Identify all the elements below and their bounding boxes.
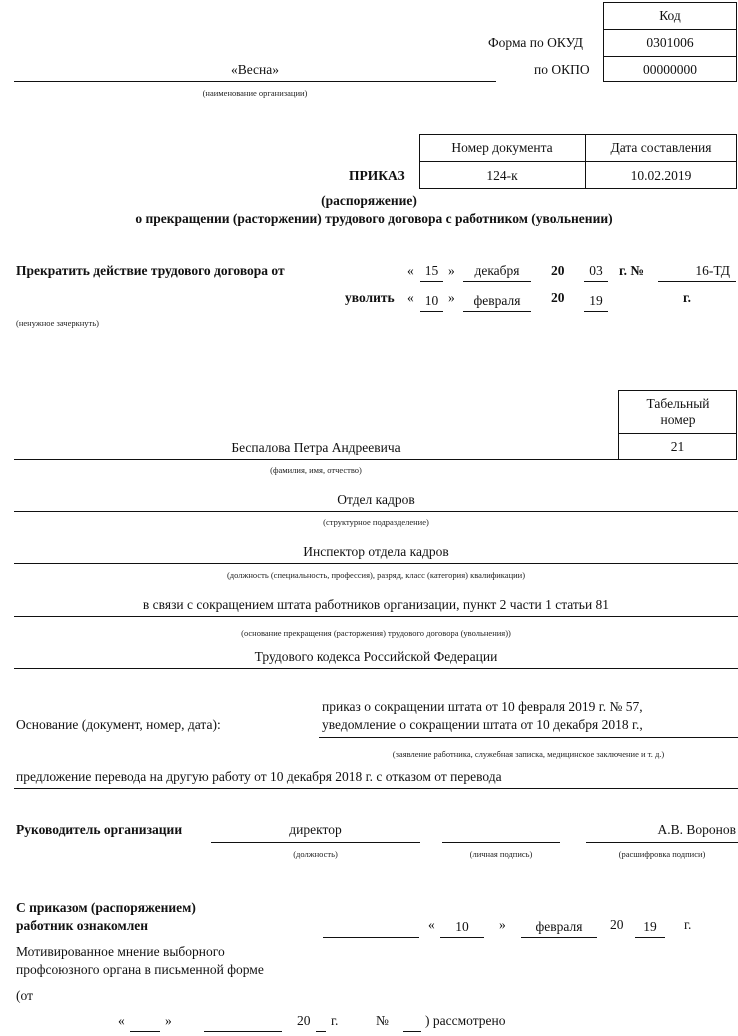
union-month-line [204,1031,282,1032]
ack-month: февраля [521,914,597,938]
dismiss-close-quote: » [448,290,455,305]
terminate-number: 16-ТД [658,260,736,282]
ack-open-quote: « [428,917,435,932]
ack-year-prefix: 20 [610,917,624,932]
ack-g: г. [684,917,692,932]
dismiss-year: 19 [584,288,608,312]
dismiss-day: 10 [420,288,443,312]
terminate-month: декабря [463,260,531,282]
department-name: Отдел кадров [337,492,415,507]
terminate-year-prefix: 20 [551,263,565,278]
union-number-line [403,1031,421,1032]
okpo-label: по ОКПО [534,62,590,77]
union-num: № [376,1013,389,1028]
organization-line [14,81,496,82]
dismiss-month: февраля [463,288,531,312]
head-position-caption: (должность) [293,849,338,859]
ack-close-quote: » [499,917,506,932]
terminate-close-quote: » [448,263,455,278]
ack-label-2: работник ознакомлен [16,918,149,933]
department-caption: (структурное подразделение) [323,517,429,527]
order-title: ПРИКАЗ [349,168,405,183]
okud-label: Форма по ОКУД [488,35,584,50]
terminate-day: 15 [420,260,443,282]
union-considered: ) рассмотрено [425,1013,506,1028]
order-subject: о прекращении (расторжении) трудового договора с работником (увольнении) [135,211,613,226]
document-date-header: Дата составления [610,140,712,155]
dismiss-label: уволить [345,290,395,305]
head-position: директор [289,822,342,837]
basis-line [319,737,738,738]
document-date: 10.02.2019 [630,167,692,183]
head-label: Руководитель организации [16,822,183,837]
ack-label-1: С приказом (распоряжением) [16,900,196,915]
position-line [14,563,738,564]
employee-name: Беспалова Петра Андреевича [231,440,401,455]
document-number: 124-к [486,167,518,183]
basis-line-2: уведомление о сокращении штата от 10 декабря 2018 г., [322,717,643,732]
head-position-line [211,842,420,843]
okud-value: 0301006 [646,35,694,50]
department-line [14,511,738,512]
head-name: А.В. Воронов [657,822,736,837]
dismiss-g: г. [683,290,691,305]
basis-caption: (заявление работника, служебная записка, медицинское заключение и т. д.) [392,749,665,759]
terminate-label: Прекратить действие трудового договора от [16,263,285,278]
reason-continuation: Трудового кодекса Российской Федерации [254,649,498,664]
basis-line-3: предложение перевода на другую работу от 10 декабря 2018 г. с отказом от перевода [16,769,502,784]
strike-note: (ненужное зачеркнуть) [16,318,99,328]
position-name: Инспектор отдела кадров [303,544,449,559]
ack-year: 19 [635,914,665,938]
union-close-quote: » [165,1013,172,1028]
basis-line-1: приказ о сокращении штата от 10 февраля 2019 г. № 57, [322,699,643,714]
union-line-2: профсоюзного органа в письменной форме [16,962,264,977]
union-g: г. [331,1013,339,1028]
terminate-open-quote: « [407,263,414,278]
head-signature-caption: (личная подпись) [469,849,533,859]
terminate-year: 03 [584,260,608,282]
union-year-line [316,1031,326,1032]
union-open-quote: « [118,1013,125,1028]
union-year-prefix: 20 [297,1013,311,1028]
ack-signature-line [323,937,419,938]
dismiss-open-quote: « [407,290,414,305]
okpo-value: 00000000 [643,61,697,77]
basis-line-3-rule [14,788,738,789]
position-caption: (должность (специальность, профессия), разряд, класс (категория) квалификации) [226,570,526,580]
employee-name-caption: (фамилия, имя, отчество) [270,465,362,475]
employee-name-line [14,459,618,460]
organization-caption: (наименование организации) [202,88,308,98]
reason-line [14,616,738,617]
dismissal-reason: в связи с сокращением штата работников организации, пункт 2 части 1 статьи 81 [142,597,610,612]
union-day-line [130,1031,160,1032]
tab-number-value: 21 [670,439,685,454]
head-name-line [586,842,738,843]
union-line-1: Мотивированное мнение выборного [16,944,225,959]
organization-name: «Весна» [230,62,280,77]
order-subtitle: (распоряжение) [321,193,417,208]
dismiss-year-prefix: 20 [551,290,565,305]
tab-number-header: Табельный номер [646,396,710,427]
head-signature-line [442,842,560,843]
union-from: (от [16,988,33,1003]
codes-header: Код [659,8,681,23]
basis-label: Основание (документ, номер, дата): [16,717,221,732]
document-number-header: Номер документа [451,140,553,155]
head-name-caption: (расшифровка подписи) [618,849,706,859]
ack-day: 10 [440,914,484,938]
reason-cont-line [14,668,738,669]
reason-caption: (основание прекращения (расторжения) трудового договора (увольнения)) [241,628,511,638]
terminate-g-num: г. № [619,263,644,278]
